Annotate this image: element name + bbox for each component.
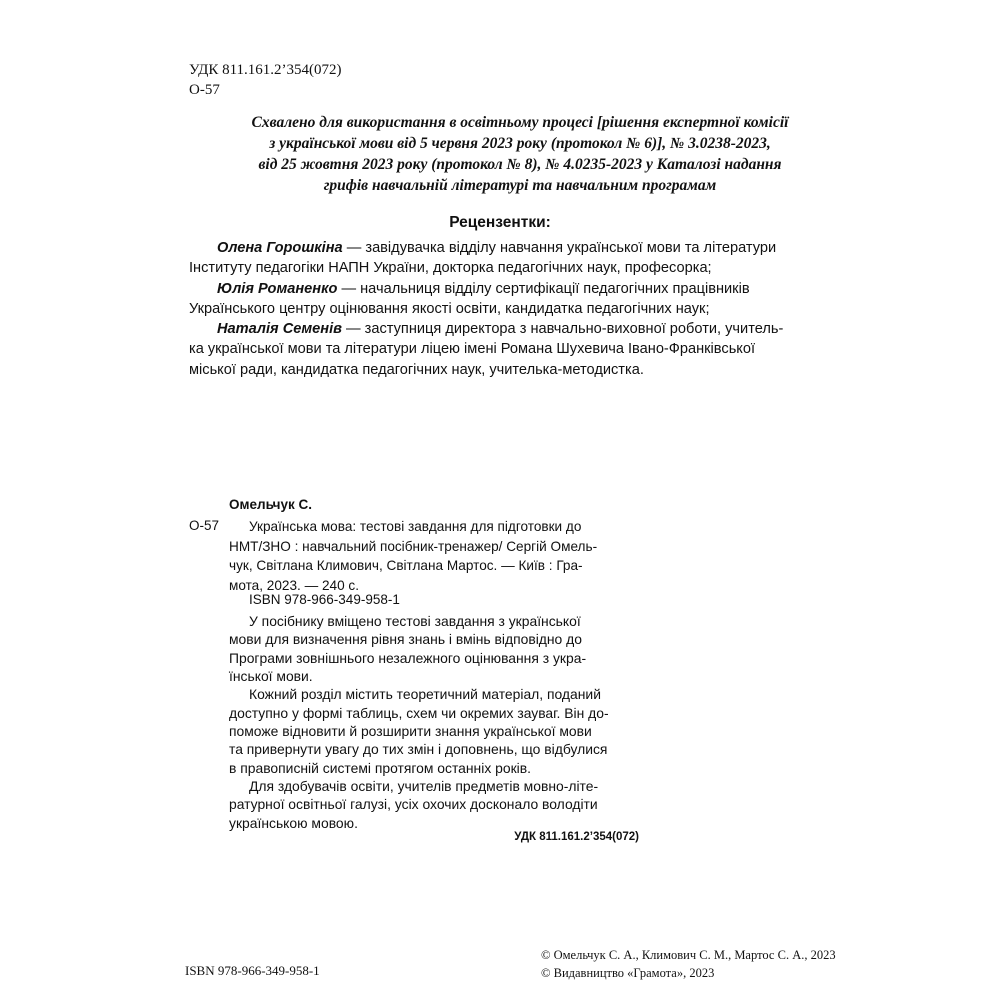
annotation-line: українською мовою. [229, 814, 358, 831]
annotation-line: Для здобувачів освіти, учителів предметів мовно-літе- [249, 778, 599, 795]
reviewers-list [189, 238, 839, 380]
approval-line: з української мови від 5 червня 2023 року (протокол № 6)], № 3.0238-2023, [269, 135, 771, 152]
copyright-notice [541, 946, 836, 982]
catalog-udc: УДК 811.161.2’354(072) [514, 831, 639, 843]
reviewer-description: — завідувачка відділу навчання української мови та літератури [342, 240, 777, 256]
catalog-index-top: О-57 [189, 82, 220, 98]
reviewer-entry [189, 279, 839, 299]
biblio-line: мота, 2023. — 240 с. [229, 578, 359, 594]
annotation-line: Кожний розділ містить теоретичний матеріал, поданий [249, 686, 601, 703]
annotation-line: ратурної освітньої галузі, усіх охочих досконало володіти [229, 796, 598, 813]
reviewer-name: Олена Горошкіна [217, 240, 343, 256]
reviewer-description: — начальниця відділу сертифікації педагогічних працівників [337, 280, 750, 297]
footer-isbn: ISBN 978-966-349-958-1 [185, 963, 320, 978]
reviewer-description-line: ка української мови та літератури ліцею імені Романа Шухевича Івано-Франківської [189, 341, 756, 358]
reviewer-name: Наталія Семенів [217, 321, 342, 338]
copyright-line: © Омельчук С. А., Климович С. М., Мартос С. А., 2023 [541, 948, 836, 962]
catalog-index: О-57 [189, 518, 220, 533]
biblio-line: чук, Світлана Климович, Світлана Мартос. — Київ : Гра- [229, 558, 583, 574]
annotation-line: поможе відновити й розширити знання української мови [229, 723, 592, 740]
approval-line: від 25 жовтня 2023 року (протокол № 8), № 4.0235-2023 у Каталозі надання [258, 156, 782, 173]
approval-statement [200, 112, 840, 196]
approval-line: Схвалено для використання в освітньому процесі [рішення експертної комісії [251, 114, 789, 131]
annotation-line: мови для визначення рівня знань і вмінь відповідно до [229, 631, 582, 648]
reviewer-description: — заступниця директора з навчально-виховної роботи, учитель- [341, 321, 784, 338]
reviewers-heading: Рецензентки: [449, 214, 551, 231]
reviewer-description-line: Українського центру оцінювання якості освіти, кандидатка педагогічних наук; [189, 300, 710, 317]
udc-code-top: УДК 811.161.2’354(072) [189, 62, 342, 78]
reviewer-entry [189, 238, 839, 258]
annotation-line: та привернути увагу до тих змін і доповнень, що відбулися [229, 741, 608, 758]
annotation-line: в правописній системі протягом останніх років. [229, 759, 531, 776]
annotation [229, 612, 639, 832]
annotation-line: Програми зовнішнього незалежного оцінювання з укра- [229, 649, 587, 666]
biblio-line: Українська мова: тестові завдання для підготовки до [249, 519, 582, 534]
bibliographic-description [229, 517, 639, 596]
annotation-line: У посібнику вміщено тестові завдання з української [249, 613, 581, 629]
reviewer-description-line: міської ради, кандидатка педагогічних наук, учителька-методистка. [189, 361, 644, 378]
biblio-line: НМТ/ЗНО : навчальний посібник-тренажер/ Сергій Омель- [229, 538, 598, 554]
copyright-line: © Видавництво «Грамота», 2023 [541, 966, 715, 980]
catalog-isbn: ISBN 978-966-349-958-1 [249, 592, 400, 607]
annotation-line: їнської мови. [229, 668, 313, 685]
catalog-author: Омельчук С. [229, 497, 313, 512]
approval-line: грифів навчальній літературі та навчальним програмам [323, 177, 717, 194]
annotation-line: доступно у формі таблиць, схем чи окремих зауваг. Він до- [229, 704, 609, 721]
reviewer-entry [189, 319, 839, 339]
reviewer-name: Юлія Романенко [217, 280, 338, 297]
reviewer-description-line: Інституту педагогіки НАПН України, докторка педагогічних наук, професорка; [189, 260, 712, 277]
